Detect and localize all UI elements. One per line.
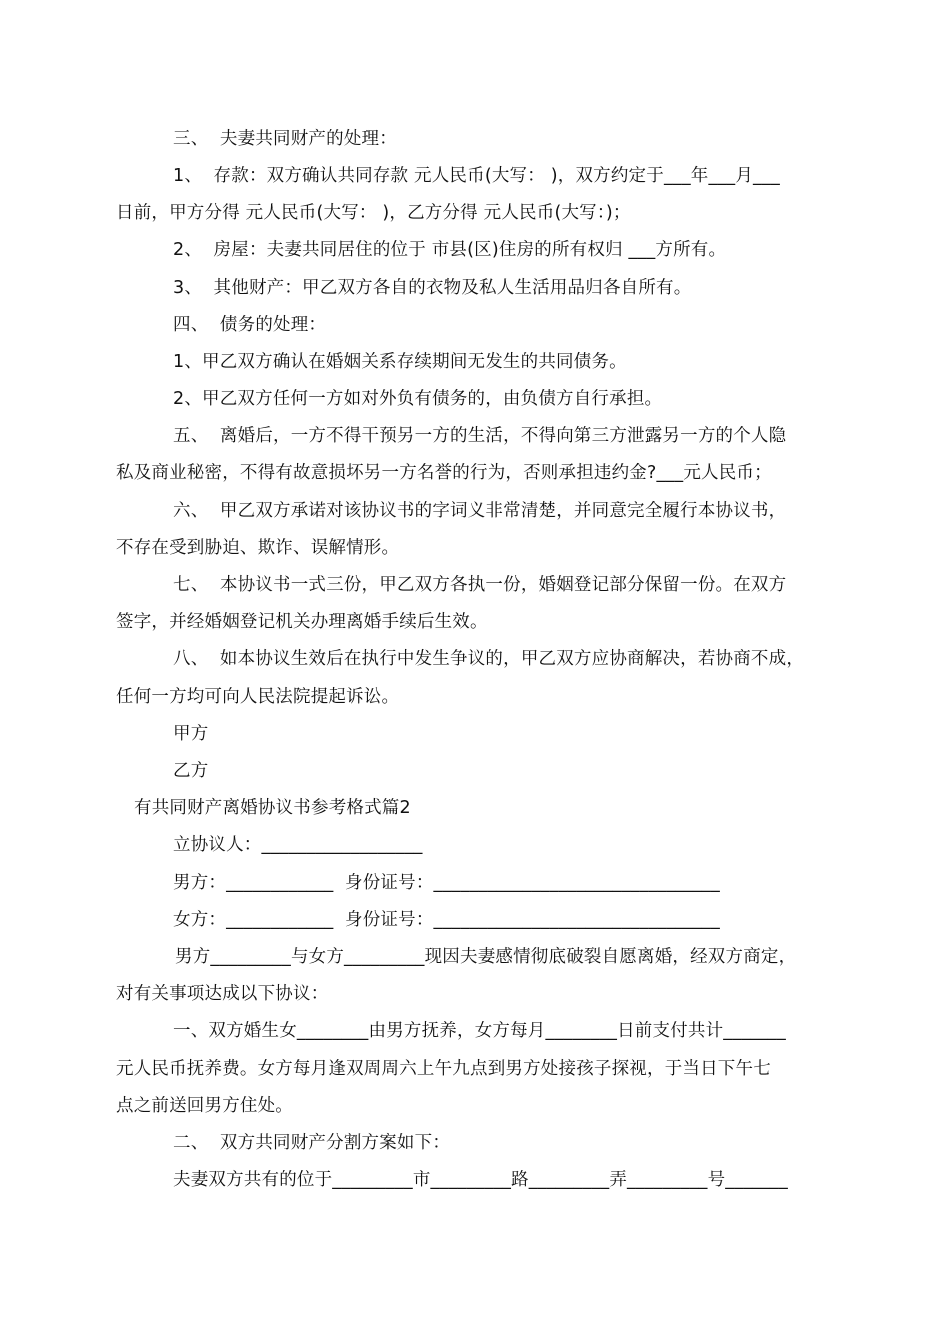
other-property-clause: 3、 其他财产：甲乙双方各自的衣物及私人生活用品归各自所有。 [173,278,692,298]
property-address-line: 夫妻双方共有的位于_________市_________路_________弄_________号_______ [173,1170,788,1190]
deposit-clause-line-2: 日前，甲方分得 元人民币(大写： )，乙方分得 元人民币(大写：)； [116,203,631,223]
section-four-heading: 四、 债务的处理： [173,315,327,335]
section-six-line-1: 六、 甲乙双方承诺对该协议书的字词义非常清楚，并同意完全履行本协议书， [173,501,787,521]
section-seven-line-1: 七、 本协议书一式三份，甲乙双方各执一份，婚姻登记部分保留一份。在双方 [173,575,787,595]
custody-clause-line-1: 一、双方婚生女________由男方抚养，女方每月________日前支付共计_______ [173,1021,786,1041]
party-b-signature-label: 乙方 [173,761,209,781]
custody-clause-line-3: 点之前送回男方住处。 [116,1096,293,1116]
section-eight-line-1: 八、 如本协议生效后在执行中发生争议的，甲乙双方应协商解决，若协商不成， [173,649,805,669]
section-three-heading: 三、 夫妻共同财产的处理： [173,129,397,149]
property-division-heading: 二、 双方共同财产分割方案如下： [173,1133,451,1153]
female-party-line: 女方：____________ 身份证号：________________________________ [173,910,720,930]
intro-line-1: 男方_________与女方_________现因夫妻感情彻底破裂自愿离婚，经双方商定， [175,947,797,967]
party-a-signature-label: 甲方 [173,724,209,744]
section-six-line-2: 不存在受到胁迫、欺诈、误解情形。 [116,538,400,558]
section-eight-line-2: 任何一方均可向人民法院提起诉讼。 [116,687,400,707]
deposit-clause-line-1: 1、 存款：双方确认共同存款 元人民币(大写： )，双方约定于___年___月___ [173,166,780,186]
section-five-line-1: 五、 离婚后，一方不得干预另一方的生活，不得向第三方泄露另一方的个人隐 [173,426,787,446]
debt-clause-2: 2、甲乙双方任何一方如对外负有债务的，由负债方自行承担。 [173,389,663,409]
debt-clause-1: 1、甲乙双方确认在婚姻关系存续期间无发生的共同债务。 [173,352,627,372]
male-party-line: 男方：____________ 身份证号：________________________________ [173,873,720,893]
section-seven-line-2: 签字，并经婚姻登记机关办理离婚手续后生效。 [116,612,488,632]
section-title-part-2: 有共同财产离婚协议书参考格式篇2 [134,798,411,818]
agreement-party-line: 立协议人：__________________ [173,835,423,855]
section-five-line-2: 私及商业秘密，不得有故意损坏另一方名誉的行为，否则承担违约金?___元人民币； [116,463,772,483]
custody-clause-line-2: 元人民币抚养费。女方每月逢双周周六上午九点到男方处接孩子探视，于当日下午七 [116,1059,771,1079]
intro-line-2: 对有关事项达成以下协议： [116,984,329,1004]
house-clause: 2、 房屋：夫妻共同居住的位于 市县(区)住房的所有权归 ___方所有。 [173,240,727,260]
